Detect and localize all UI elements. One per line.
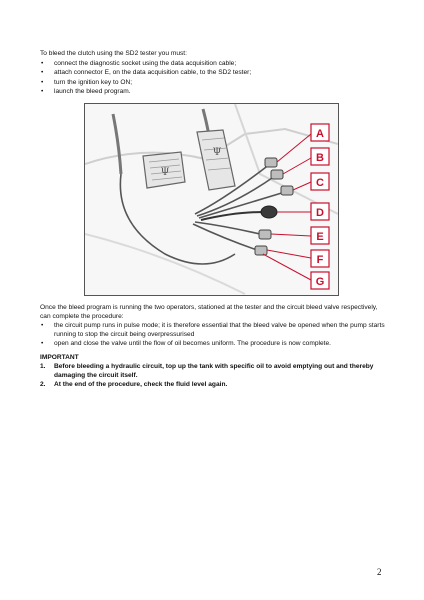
connector-c xyxy=(281,186,293,195)
important-item-number: 1. xyxy=(40,362,46,370)
label-b: B xyxy=(316,152,324,164)
intro-heading: To bleed the clutch using the SD2 tester you must: xyxy=(40,50,187,57)
intro-step: • connect the diagnostic socket using the data acquisition cable; xyxy=(40,59,385,69)
important-item-text: At the end of the procedure, check the fluid level again. xyxy=(54,380,228,388)
procedure-text: Once the bleed program is running the two operators, stationed at the tester and the circuit bleed valve respectively, can complete the procedure: xyxy=(40,304,378,320)
procedure-item: • open and close the valve until the flow of oil becomes uniform. The procedure is now complete. xyxy=(40,340,385,349)
procedure-section xyxy=(40,304,385,349)
connector-d xyxy=(261,206,277,218)
label-box-c xyxy=(311,173,329,190)
label-e: E xyxy=(316,231,324,243)
intro-step: • turn the ignition key to ON; xyxy=(40,78,385,88)
label-d: D xyxy=(316,207,324,219)
label-c: C xyxy=(316,177,324,189)
intro-section xyxy=(40,49,385,97)
pedal-connector-photo xyxy=(84,103,339,296)
svg-text:Ψ: Ψ xyxy=(212,147,222,158)
intro-step: • attach connector E, on the data acquisition cable, to the SD2 tester; xyxy=(40,68,385,78)
label-box-d xyxy=(311,203,329,220)
label-box-e xyxy=(311,227,329,244)
connector-e xyxy=(259,230,271,239)
label-box-a xyxy=(311,124,329,141)
intro-step: • launch the bleed program. xyxy=(40,87,385,97)
connector-a xyxy=(265,158,277,167)
important-item-text: Before bleeding a hydraulic circuit, top up the tank with specific oil to avoid emptying out and thereby damaging the circuit itself. xyxy=(54,362,374,379)
label-box-f xyxy=(311,250,329,267)
procedure-items xyxy=(40,322,385,349)
important-title: IMPORTANT xyxy=(40,354,79,361)
brake-pedal xyxy=(143,152,185,188)
important-list xyxy=(40,363,385,390)
page-number: 2 xyxy=(377,567,382,577)
label-box-b xyxy=(311,148,329,165)
connector-diagram xyxy=(85,104,338,295)
svg-text:Ψ: Ψ xyxy=(160,167,170,178)
important-item xyxy=(40,363,385,381)
important-item xyxy=(40,381,385,390)
important-item-number: 2. xyxy=(40,380,46,388)
procedure-item: • the circuit pump runs in pulse mode; it is therefore essential that the bleed valve be opened when the pump starts running to stop the circuit being overpressurised xyxy=(40,322,385,340)
label-a: A xyxy=(316,128,324,140)
important-section xyxy=(40,354,385,390)
label-box-g xyxy=(311,272,329,289)
label-f: F xyxy=(316,254,324,266)
intro-steps xyxy=(40,59,385,97)
connector-f xyxy=(255,246,267,255)
connector-b xyxy=(271,170,283,179)
label-g: G xyxy=(315,276,325,288)
